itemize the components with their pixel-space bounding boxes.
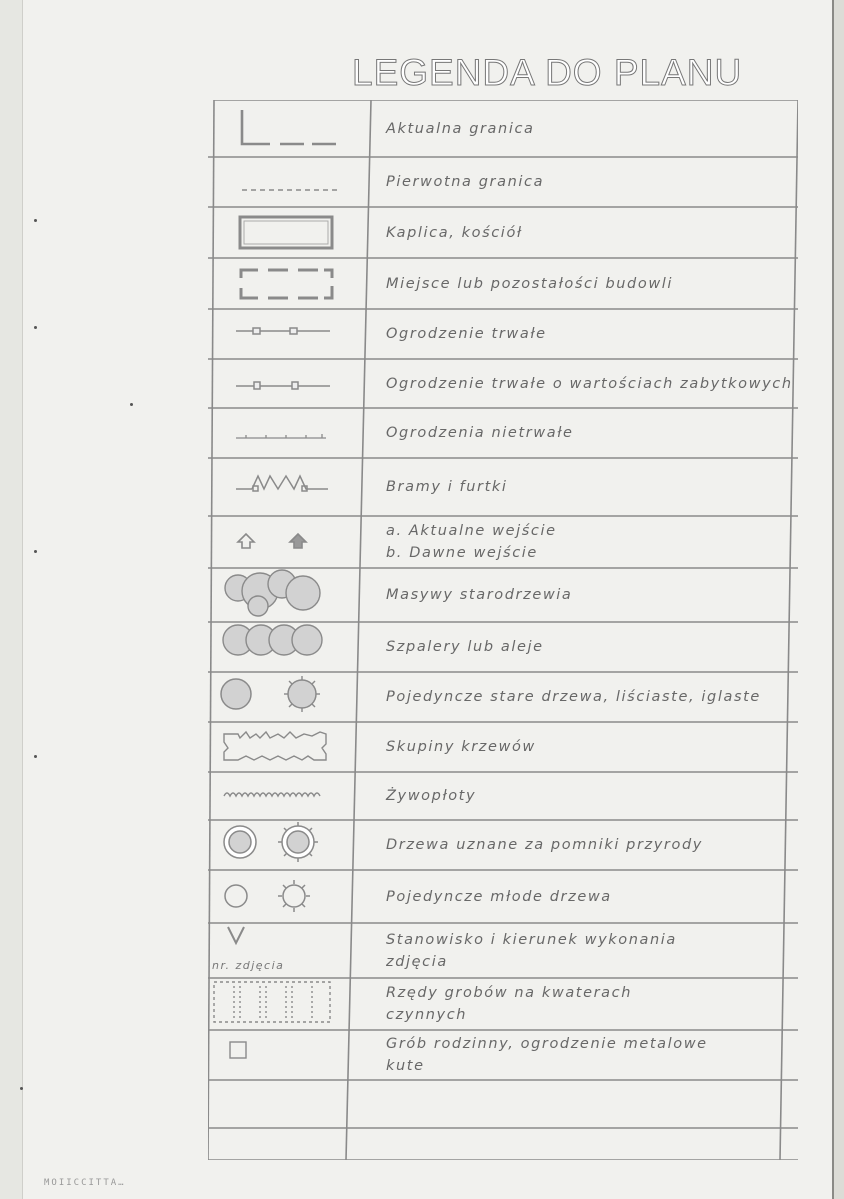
legend-table: [208, 100, 798, 1160]
legend-text-line: Ogrodzenia nietrwałe: [386, 425, 574, 441]
legend-symbol-cell: [208, 458, 370, 516]
footer-text: MOIICCITTA…: [44, 1178, 126, 1188]
legend-symbol-cell: [208, 359, 370, 408]
single-trees-icon: [208, 672, 370, 722]
legend-description: [386, 258, 798, 309]
legend-symbol-cell: [208, 408, 370, 458]
legend-text-line: czynnych: [386, 1007, 468, 1023]
empty: [208, 1128, 370, 1160]
legend-description: [386, 1080, 798, 1128]
legend-symbol-cell: [208, 157, 370, 207]
margin-dot: [34, 219, 37, 222]
legend-row: [208, 458, 798, 516]
legend-text-line: Pojedyncze stare drzewa, liściaste, iglaste: [386, 689, 761, 705]
legend-text-line: Miejsce lub pozostałości budowli: [386, 275, 674, 292]
legend-text-line: Masywy starodrzewia: [386, 587, 573, 603]
legend-symbol-cell: [208, 516, 370, 568]
legend-text-line: Pierwotna granica: [386, 174, 545, 190]
legend-row: [208, 1128, 798, 1160]
legend-symbol-cell: [208, 672, 370, 722]
legend-description: [386, 309, 798, 359]
legend-symbol-cell: [208, 978, 370, 1030]
legend-description: [386, 923, 798, 978]
legend-symbol-cell: [208, 1080, 370, 1128]
margin-dot: [34, 550, 37, 553]
empty: [208, 1080, 370, 1128]
hedge-icon: [208, 772, 370, 820]
legend-description: [386, 978, 798, 1030]
entrance-arrows-icon: [208, 516, 370, 568]
legend-description: [386, 870, 798, 923]
legend-row: [208, 820, 798, 870]
legend-symbol-cell: [208, 1128, 370, 1160]
legend-symbol-cell: [208, 870, 370, 923]
legend-row: [208, 157, 798, 207]
legend-description: [386, 568, 798, 622]
tree-mass-icon: [208, 568, 370, 622]
legend-symbol-cell: [208, 820, 370, 870]
legend-symbol-cell: [208, 207, 370, 258]
gate-icon: [208, 458, 370, 516]
legend-text-line: Ogrodzenie trwałe: [386, 326, 547, 342]
fence-temporary-icon: [208, 408, 370, 458]
margin-dot: [34, 755, 37, 758]
legend-text-line: b. Dawne wejście: [386, 545, 538, 561]
legend-symbol-cell: [208, 722, 370, 772]
page-title: LEGENDA DO PLANU: [352, 52, 743, 93]
legend-description: [386, 207, 798, 258]
legend-description: [386, 772, 798, 820]
left-margin: [0, 0, 23, 1199]
legend-description: [386, 100, 798, 157]
legend-symbol-cell: [208, 1030, 370, 1080]
right-margin: [832, 0, 844, 1199]
legend-row: [208, 207, 798, 258]
legend-symbol-cell: [208, 772, 370, 820]
legend-description: [386, 458, 798, 516]
legend-row: [208, 772, 798, 820]
photo-number-caption: nr. zdjęcia: [212, 959, 285, 972]
legend-symbol-cell: [208, 568, 370, 622]
legend-row: [208, 258, 798, 309]
legend-row: [208, 516, 798, 568]
chapel-icon: [208, 207, 370, 258]
legend-description: [386, 1128, 798, 1160]
legend-row: [208, 622, 798, 672]
legend-description: [386, 1030, 798, 1080]
legend-description: [386, 722, 798, 772]
legend-text-line: kute: [386, 1058, 425, 1074]
building-remains-icon: [208, 258, 370, 309]
legend-row: [208, 672, 798, 722]
legend-description: [386, 622, 798, 672]
fence-historic-icon: [208, 359, 370, 408]
legend-symbol-cell: [208, 258, 370, 309]
legend-text-line: Żywopłoty: [386, 788, 477, 804]
legend-text-line: Skupiny krzewów: [386, 739, 536, 755]
legend-text-line: zdjęcia: [386, 953, 448, 970]
fence-permanent-icon: [208, 309, 370, 359]
legend-text-line: Aktualna granica: [386, 120, 535, 137]
legend-text-line: Szpalery lub aleje: [386, 639, 544, 655]
legend-description: [386, 516, 798, 568]
legend-description: [386, 820, 798, 870]
legend-row: [208, 870, 798, 923]
boundary-original-icon: [208, 157, 370, 207]
legend-row: [208, 568, 798, 622]
margin-dot: [34, 326, 37, 329]
legend-description: [386, 672, 798, 722]
legend-row: [208, 359, 798, 408]
legend-text-line: a. Aktualne wejście: [386, 523, 557, 539]
legend-text-line: Pojedyncze młode drzewa: [386, 888, 612, 905]
legend-row: [208, 309, 798, 359]
legend-description: [386, 359, 798, 408]
family-grave-icon: [208, 1030, 370, 1080]
legend-row: [208, 100, 798, 157]
legend-text-line: Bramy i furtki: [386, 479, 508, 495]
legend-row: [208, 722, 798, 772]
legend-symbol-cell: [208, 923, 370, 978]
legend-row: [208, 408, 798, 458]
young-trees-icon: [208, 870, 370, 923]
legend-text-line: Grób rodzinny, ogrodzenie metalowe: [386, 1036, 708, 1052]
legend-description: [386, 408, 798, 458]
grave-rows-icon: [208, 978, 370, 1030]
shrub-cluster-icon: [208, 722, 370, 772]
legend-symbol-cell: [208, 100, 370, 157]
legend-text-line: Kaplica, kościół: [386, 224, 523, 241]
legend-description: [386, 157, 798, 207]
margin-dot: [130, 403, 133, 406]
legend-text-line: Drzewa uznane za pomniki przyrody: [386, 837, 703, 853]
legend-text-line: Ogrodzenie trwałe o wartościach zabytkowych: [386, 375, 793, 392]
legend-symbol-cell: [208, 622, 370, 672]
monument-trees-icon: [208, 820, 370, 870]
legend-text-line: Rzędy grobów na kwaterach: [386, 985, 633, 1001]
legend-symbol-cell: [208, 309, 370, 359]
legend-text-line: Stanowisko i kierunek wykonania: [386, 931, 677, 948]
margin-dot: [20, 1087, 23, 1090]
legend-row: [208, 978, 798, 1030]
boundary-current-icon: [208, 100, 370, 157]
legend-row: [208, 1080, 798, 1128]
legend-row: [208, 923, 798, 978]
legend-row: [208, 1030, 798, 1080]
tree-row-icon: [208, 622, 370, 672]
